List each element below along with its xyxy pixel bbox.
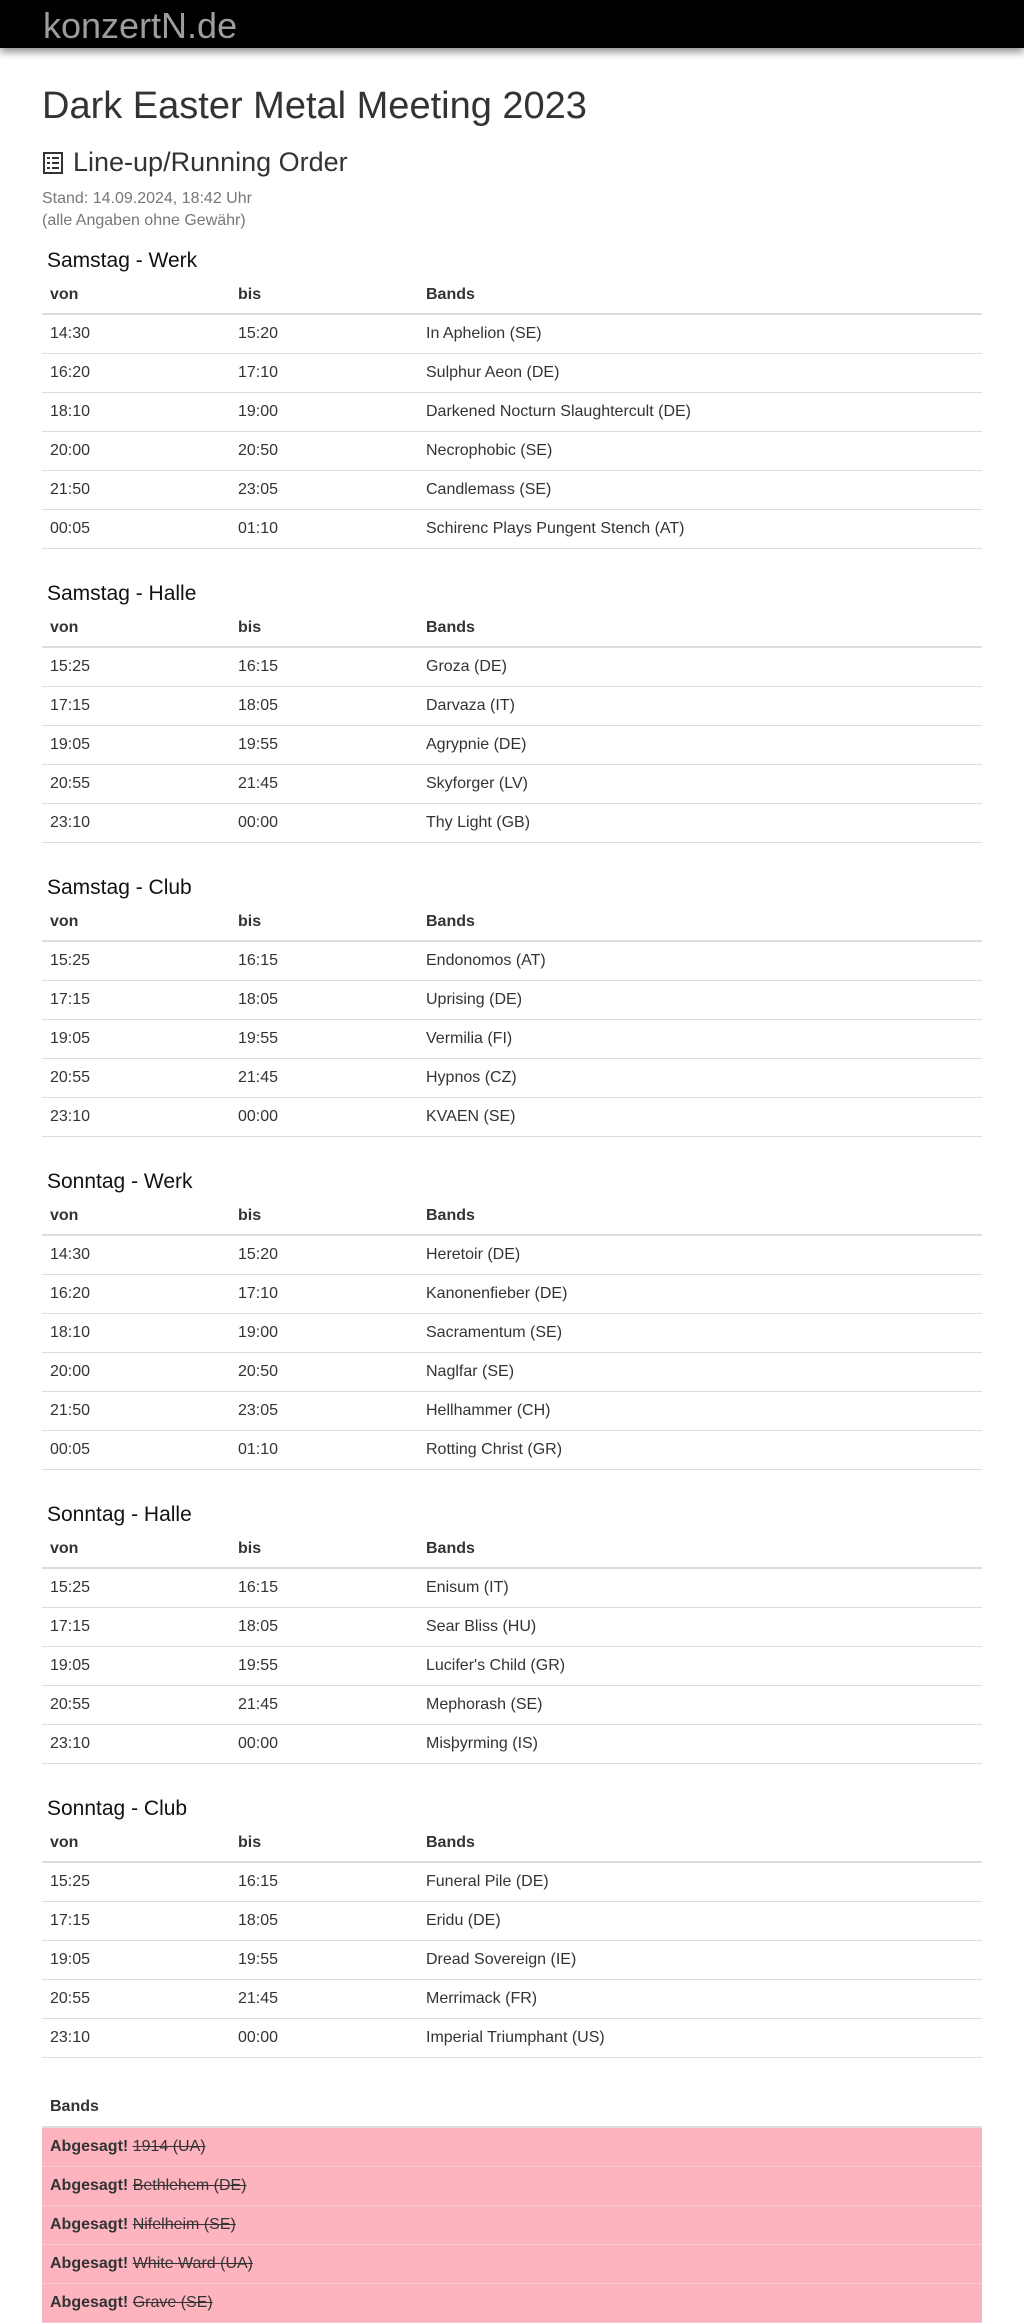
end-time-cell: 23:05 bbox=[230, 471, 418, 510]
end-time-cell: 17:10 bbox=[230, 354, 418, 393]
table-row bbox=[42, 471, 982, 510]
band-cell: Mephorash (SE) bbox=[418, 1686, 982, 1725]
table-header-row bbox=[42, 609, 982, 647]
start-time-cell: 15:25 bbox=[42, 1862, 230, 1902]
start-time-cell: 20:00 bbox=[42, 432, 230, 471]
start-time-cell: 16:20 bbox=[42, 354, 230, 393]
end-time-cell: 20:50 bbox=[230, 1353, 418, 1392]
column-header-to: bis bbox=[230, 609, 418, 647]
table-row bbox=[42, 1098, 982, 1137]
start-time-cell: 00:05 bbox=[42, 510, 230, 549]
table-row bbox=[42, 647, 982, 687]
end-time-cell: 21:45 bbox=[230, 1686, 418, 1725]
band-cell: Sacramentum (SE) bbox=[418, 1314, 982, 1353]
end-time-cell: 21:45 bbox=[230, 1980, 418, 2019]
column-header-bands: Bands bbox=[418, 1824, 982, 1862]
column-header-from: von bbox=[42, 1530, 230, 1568]
end-time-cell: 21:45 bbox=[230, 765, 418, 804]
cancelled-band-name: White Ward (UA) bbox=[132, 2255, 253, 2272]
table-row bbox=[42, 432, 982, 471]
end-time-cell: 21:45 bbox=[230, 1059, 418, 1098]
band-cell: Sear Bliss (HU) bbox=[418, 1608, 982, 1647]
stage-title: Sonntag - Halle bbox=[47, 1503, 192, 1526]
end-time-cell: 01:10 bbox=[230, 1431, 418, 1470]
start-time-cell: 20:55 bbox=[42, 1059, 230, 1098]
column-header-to: bis bbox=[230, 903, 418, 941]
start-time-cell: 14:30 bbox=[42, 1235, 230, 1275]
table-row bbox=[42, 765, 982, 804]
cancelled-header-row bbox=[42, 2088, 982, 2127]
start-time-cell: 19:05 bbox=[42, 1941, 230, 1980]
end-time-cell: 19:00 bbox=[230, 1314, 418, 1353]
start-time-cell: 15:25 bbox=[42, 1568, 230, 1608]
cancelled-cell bbox=[42, 2284, 982, 2323]
cancelled-row bbox=[42, 2245, 982, 2284]
cancelled-band-name: Nifelheim (SE) bbox=[132, 2216, 236, 2233]
band-cell: Merrimack (FR) bbox=[418, 1980, 982, 2019]
stage-section bbox=[42, 579, 982, 843]
table-row bbox=[42, 1725, 982, 1764]
cancelled-band-name: Grave (SE) bbox=[132, 2294, 213, 2311]
band-cell: Heretoir (DE) bbox=[418, 1235, 982, 1275]
band-cell: Rotting Christ (GR) bbox=[418, 1431, 982, 1470]
stage-title: Sonntag - Werk bbox=[47, 1170, 193, 1193]
cancelled-label: Abgesagt! bbox=[50, 2255, 129, 2272]
table-row bbox=[42, 1686, 982, 1725]
table-row bbox=[42, 804, 982, 843]
table-row bbox=[42, 1902, 982, 1941]
table-row bbox=[42, 1353, 982, 1392]
table-row bbox=[42, 1862, 982, 1902]
section-title-text: Line-up/Running Order bbox=[73, 147, 348, 177]
cancelled-cell bbox=[42, 2167, 982, 2206]
column-header-bands: Bands bbox=[418, 1197, 982, 1235]
schedule-table bbox=[42, 276, 982, 549]
end-time-cell: 23:05 bbox=[230, 1392, 418, 1431]
start-time-cell: 23:10 bbox=[42, 1725, 230, 1764]
band-cell: Darvaza (IT) bbox=[418, 687, 982, 726]
column-header-from: von bbox=[42, 1197, 230, 1235]
table-row bbox=[42, 687, 982, 726]
end-time-cell: 19:55 bbox=[230, 1020, 418, 1059]
start-time-cell: 19:05 bbox=[42, 1020, 230, 1059]
table-header-row bbox=[42, 1197, 982, 1235]
stage-title: Samstag - Halle bbox=[47, 582, 197, 605]
table-row bbox=[42, 941, 982, 981]
table-row bbox=[42, 1431, 982, 1470]
cancelled-label: Abgesagt! bbox=[50, 2216, 129, 2233]
start-time-cell: 20:55 bbox=[42, 1980, 230, 2019]
column-header-from: von bbox=[42, 1824, 230, 1862]
table-row bbox=[42, 1647, 982, 1686]
band-cell: KVAEN (SE) bbox=[418, 1098, 982, 1137]
end-time-cell: 20:50 bbox=[230, 432, 418, 471]
start-time-cell: 18:10 bbox=[42, 393, 230, 432]
column-header-bands: Bands bbox=[418, 903, 982, 941]
band-cell: Eridu (DE) bbox=[418, 1902, 982, 1941]
start-time-cell: 19:05 bbox=[42, 726, 230, 765]
cancelled-label: Abgesagt! bbox=[50, 2138, 129, 2155]
table-header-row bbox=[42, 1824, 982, 1862]
schedule-table bbox=[42, 1824, 982, 2058]
start-time-cell: 21:50 bbox=[42, 471, 230, 510]
table-row bbox=[42, 1608, 982, 1647]
end-time-cell: 15:20 bbox=[230, 1235, 418, 1275]
section-title bbox=[42, 146, 982, 178]
cancelled-row bbox=[42, 2284, 982, 2323]
table-row bbox=[42, 1059, 982, 1098]
end-time-cell: 18:05 bbox=[230, 687, 418, 726]
schedule-table bbox=[42, 903, 982, 1137]
end-time-cell: 19:00 bbox=[230, 393, 418, 432]
table-row bbox=[42, 1020, 982, 1059]
band-cell: Imperial Triumphant (US) bbox=[418, 2019, 982, 2058]
end-time-cell: 16:15 bbox=[230, 1862, 418, 1902]
end-time-cell: 16:15 bbox=[230, 647, 418, 687]
band-cell: Thy Light (GB) bbox=[418, 804, 982, 843]
stage-section bbox=[42, 873, 982, 1137]
band-cell: Misþyrming (IS) bbox=[418, 1725, 982, 1764]
band-cell: Endonomos (AT) bbox=[418, 941, 982, 981]
table-row bbox=[42, 1392, 982, 1431]
start-time-cell: 18:10 bbox=[42, 1314, 230, 1353]
table-row bbox=[42, 393, 982, 432]
band-cell: Darkened Nocturn Slaughtercult (DE) bbox=[418, 393, 982, 432]
start-time-cell: 20:00 bbox=[42, 1353, 230, 1392]
end-time-cell: 18:05 bbox=[230, 1608, 418, 1647]
start-time-cell: 20:55 bbox=[42, 1686, 230, 1725]
column-header-from: von bbox=[42, 903, 230, 941]
cancelled-cell bbox=[42, 2206, 982, 2245]
band-cell: Schirenc Plays Pungent Stench (AT) bbox=[418, 510, 982, 549]
end-time-cell: 19:55 bbox=[230, 726, 418, 765]
band-cell: Agrypnie (DE) bbox=[418, 726, 982, 765]
start-time-cell: 17:15 bbox=[42, 1608, 230, 1647]
brand-link[interactable]: konzertN.de bbox=[43, 5, 238, 46]
end-time-cell: 19:55 bbox=[230, 1647, 418, 1686]
cancelled-row bbox=[42, 2206, 982, 2245]
stage-title: Sonntag - Club bbox=[47, 1797, 188, 1820]
cancelled-header: Bands bbox=[42, 2088, 982, 2127]
column-header-from: von bbox=[42, 276, 230, 314]
end-time-cell: 17:10 bbox=[230, 1275, 418, 1314]
list-icon bbox=[43, 150, 63, 174]
table-row bbox=[42, 981, 982, 1020]
status-timestamp: Stand: 14.09.2024, 18:42 Uhr bbox=[42, 190, 252, 207]
page-title: Dark Easter Metal Meeting 2023 bbox=[42, 85, 587, 127]
band-cell: Naglfar (SE) bbox=[418, 1353, 982, 1392]
navbar bbox=[0, 0, 1024, 48]
table-row bbox=[42, 1941, 982, 1980]
end-time-cell: 18:05 bbox=[230, 981, 418, 1020]
column-header-to: bis bbox=[230, 1824, 418, 1862]
cancelled-band-name: Bethlehem (DE) bbox=[132, 2177, 247, 2194]
column-header-bands: Bands bbox=[418, 276, 982, 314]
start-time-cell: 23:10 bbox=[42, 1098, 230, 1137]
band-cell: Uprising (DE) bbox=[418, 981, 982, 1020]
band-cell: Kanonenfieber (DE) bbox=[418, 1275, 982, 1314]
stage-section bbox=[42, 1167, 982, 1470]
band-cell: Hypnos (CZ) bbox=[418, 1059, 982, 1098]
band-cell: Enisum (IT) bbox=[418, 1568, 982, 1608]
status-info bbox=[42, 188, 982, 232]
band-cell: In Aphelion (SE) bbox=[418, 314, 982, 354]
column-header-to: bis bbox=[230, 1197, 418, 1235]
band-cell: Necrophobic (SE) bbox=[418, 432, 982, 471]
end-time-cell: 16:15 bbox=[230, 1568, 418, 1608]
stage-title: Samstag - Werk bbox=[47, 249, 198, 272]
table-header-row bbox=[42, 903, 982, 941]
stage-section bbox=[42, 246, 982, 549]
end-time-cell: 00:00 bbox=[230, 1098, 418, 1137]
table-header-row bbox=[42, 1530, 982, 1568]
cancelled-row bbox=[42, 2127, 982, 2167]
band-cell: Dread Sovereign (IE) bbox=[418, 1941, 982, 1980]
start-time-cell: 15:25 bbox=[42, 941, 230, 981]
schedule-table bbox=[42, 1530, 982, 1764]
band-cell: Candlemass (SE) bbox=[418, 471, 982, 510]
cancelled-cell bbox=[42, 2245, 982, 2284]
table-row bbox=[42, 726, 982, 765]
start-time-cell: 23:10 bbox=[42, 804, 230, 843]
end-time-cell: 15:20 bbox=[230, 314, 418, 354]
start-time-cell: 17:15 bbox=[42, 1902, 230, 1941]
column-header-bands: Bands bbox=[418, 609, 982, 647]
cancelled-row bbox=[42, 2167, 982, 2206]
table-row bbox=[42, 354, 982, 393]
band-cell: Lucifer's Child (GR) bbox=[418, 1647, 982, 1686]
end-time-cell: 01:10 bbox=[230, 510, 418, 549]
start-time-cell: 23:10 bbox=[42, 2019, 230, 2058]
start-time-cell: 17:15 bbox=[42, 981, 230, 1020]
column-header-bands: Bands bbox=[418, 1530, 982, 1568]
table-row bbox=[42, 1568, 982, 1608]
start-time-cell: 15:25 bbox=[42, 647, 230, 687]
table-header-row bbox=[42, 276, 982, 314]
cancelled-bands-table bbox=[42, 2088, 982, 2323]
table-row bbox=[42, 314, 982, 354]
end-time-cell: 18:05 bbox=[230, 1902, 418, 1941]
start-time-cell: 19:05 bbox=[42, 1647, 230, 1686]
band-cell: Sulphur Aeon (DE) bbox=[418, 354, 982, 393]
cancelled-cell bbox=[42, 2127, 982, 2167]
stage-title: Samstag - Club bbox=[47, 876, 192, 899]
start-time-cell: 21:50 bbox=[42, 1392, 230, 1431]
table-row bbox=[42, 1314, 982, 1353]
column-header-to: bis bbox=[230, 276, 418, 314]
table-row bbox=[42, 1980, 982, 2019]
band-cell: Hellhammer (CH) bbox=[418, 1392, 982, 1431]
band-cell: Groza (DE) bbox=[418, 647, 982, 687]
disclaimer: (alle Angaben ohne Gewähr) bbox=[42, 212, 246, 229]
start-time-cell: 14:30 bbox=[42, 314, 230, 354]
column-header-from: von bbox=[42, 609, 230, 647]
table-row bbox=[42, 510, 982, 549]
band-cell: Vermilia (FI) bbox=[418, 1020, 982, 1059]
stage-list bbox=[42, 246, 982, 2058]
table-row bbox=[42, 1235, 982, 1275]
start-time-cell: 00:05 bbox=[42, 1431, 230, 1470]
band-cell: Skyforger (LV) bbox=[418, 765, 982, 804]
end-time-cell: 19:55 bbox=[230, 1941, 418, 1980]
table-row bbox=[42, 1275, 982, 1314]
start-time-cell: 20:55 bbox=[42, 765, 230, 804]
end-time-cell: 00:00 bbox=[230, 1725, 418, 1764]
column-header-to: bis bbox=[230, 1530, 418, 1568]
end-time-cell: 00:00 bbox=[230, 2019, 418, 2058]
schedule-table bbox=[42, 1197, 982, 1470]
start-time-cell: 16:20 bbox=[42, 1275, 230, 1314]
cancelled-label: Abgesagt! bbox=[50, 2177, 129, 2194]
main-content bbox=[42, 48, 982, 2323]
cancelled-label: Abgesagt! bbox=[50, 2294, 129, 2311]
stage-section bbox=[42, 1794, 982, 2058]
end-time-cell: 00:00 bbox=[230, 804, 418, 843]
end-time-cell: 16:15 bbox=[230, 941, 418, 981]
schedule-table bbox=[42, 609, 982, 843]
start-time-cell: 17:15 bbox=[42, 687, 230, 726]
cancelled-band-name: 1914 (UA) bbox=[132, 2138, 206, 2155]
stage-section bbox=[42, 1500, 982, 1764]
band-cell: Funeral Pile (DE) bbox=[418, 1862, 982, 1902]
table-row bbox=[42, 2019, 982, 2058]
